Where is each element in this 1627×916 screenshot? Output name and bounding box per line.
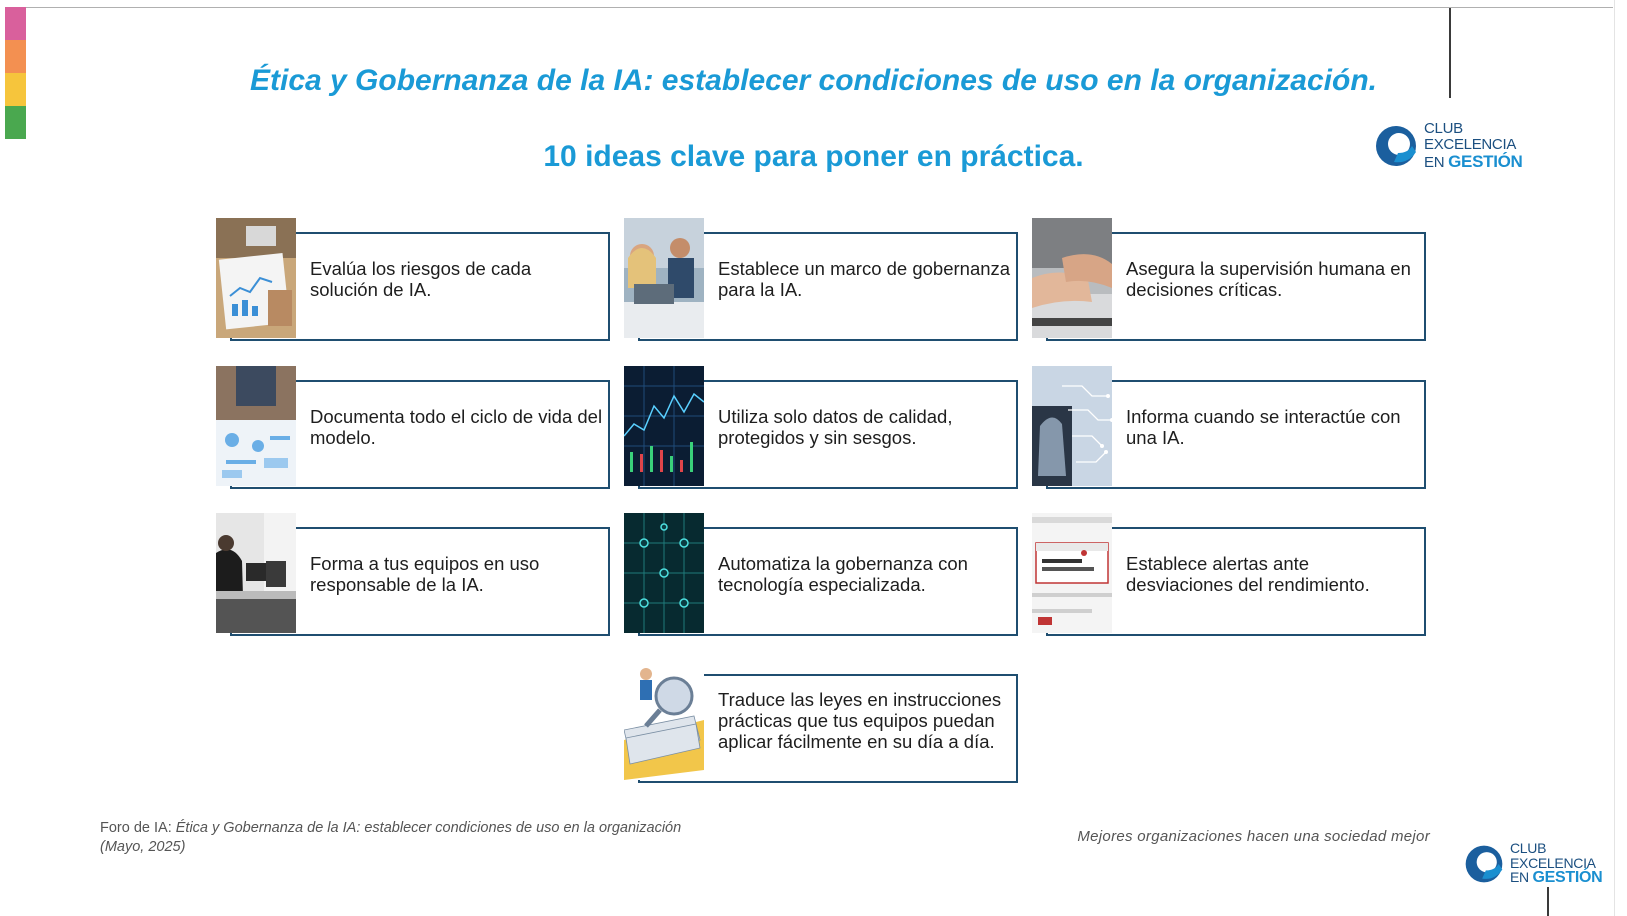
- source-citation: [100, 819, 681, 857]
- alert-dialog-screenshot: [1032, 513, 1112, 633]
- logo-line-club: CLUB: [1510, 840, 1547, 856]
- logo-line-gestion: GESTIÓN: [1532, 869, 1603, 887]
- idea-text: Informa cuando se interactúe con una IA.: [1126, 405, 1401, 448]
- network-nodes-photo: [624, 513, 704, 633]
- club-excelencia-logo: [1372, 121, 1523, 170]
- hands-on-laptop-photo: [1032, 218, 1112, 338]
- idea-card: [624, 513, 1022, 634]
- team-meeting-photo: [624, 218, 704, 338]
- idea-text: Utiliza solo datos de calidad, protegidos y sin sesgos.: [718, 405, 953, 448]
- people-at-laptops-photo: [216, 513, 296, 633]
- idea-card: [216, 366, 614, 487]
- color-strip: [5, 7, 26, 139]
- logo-line-en: EN: [1424, 153, 1445, 171]
- idea-text: Automatiza la gobernanza con tecnología especializada.: [718, 552, 968, 595]
- logo-line-club: CLUB: [1424, 120, 1463, 137]
- logo-mark-icon: [1372, 122, 1420, 170]
- divider-line-bottom: [1547, 887, 1549, 916]
- tagline: Mejores organizaciones hacen una sociedad mejor: [1077, 828, 1430, 845]
- idea-card: [216, 513, 614, 634]
- idea-card: [1032, 218, 1430, 339]
- idea-text: Forma a tus equipos en uso responsable de la IA.: [310, 552, 540, 595]
- logo-line-en: EN: [1510, 869, 1529, 886]
- logo-line-gestion: GESTIÓN: [1448, 151, 1523, 171]
- page-title: Ética y Gobernanza de la IA: establecer condiciones de uso en la organización.: [250, 64, 1377, 97]
- source-title: Ética y Gobernanza de la IA: establecer condiciones de uso en la organización: [175, 820, 682, 836]
- strip-orange: [5, 40, 26, 73]
- strip-green: [5, 106, 26, 139]
- source-prefix: Foro de IA:: [100, 820, 176, 836]
- source-date: (Mayo, 2025): [100, 839, 186, 855]
- business-charts-meeting-photo: [216, 218, 296, 338]
- idea-card: [1032, 366, 1430, 487]
- slide-top-border: [5, 7, 1613, 8]
- slide-right-edge: [1614, 0, 1627, 916]
- idea-text: Documenta todo el ciclo de vida del modelo.: [310, 405, 603, 448]
- financial-chart-screen-photo: [624, 366, 704, 486]
- idea-card: [624, 366, 1022, 487]
- logo-line-excelencia: EXCELENCIA: [1510, 854, 1596, 871]
- strip-yellow: [5, 73, 26, 106]
- logo-line-excelencia: EXCELENCIA: [1424, 135, 1517, 153]
- magnifier-documents-illustration: [624, 660, 704, 780]
- logo-mark-icon: [1462, 842, 1506, 886]
- idea-text: Establece un marco de gobernanza para la IA.: [718, 257, 1011, 300]
- idea-card: [1032, 513, 1430, 634]
- digital-hand-circuit-photo: [1032, 366, 1112, 486]
- strip-pink: [5, 7, 26, 40]
- idea-text: Evalúa los riesgos de cada solución de IA.: [310, 257, 532, 300]
- club-excelencia-logo-footer: [1462, 841, 1602, 887]
- idea-text: Asegura la supervisión humana en decisiones críticas.: [1126, 257, 1411, 300]
- idea-card: [624, 218, 1022, 339]
- idea-card: [216, 218, 614, 339]
- idea-text: Traduce las leyes en instrucciones prácticas que tus equipos puedan aplicar fácilmente en su día a día.: [718, 689, 1002, 752]
- printed-reports-photo: [216, 366, 296, 486]
- idea-card: [624, 660, 1022, 781]
- idea-text: Establece alertas ante desviaciones del rendimiento.: [1126, 552, 1370, 595]
- page-subtitle: 10 ideas clave para poner en práctica.: [543, 140, 1084, 173]
